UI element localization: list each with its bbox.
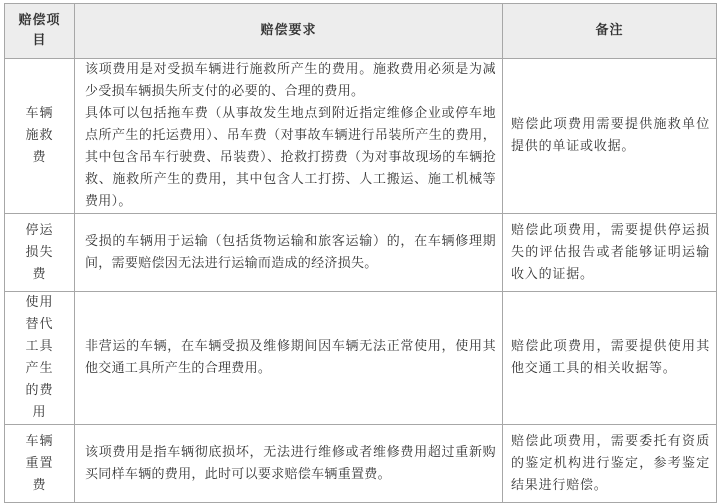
row-requirement (75, 425, 503, 503)
table-row (5, 292, 717, 425)
requirement-paragraph: 该项费用是指车辆彻底损坏，无法进行维修或者维修费用超过重新购买同样车辆的费用，此时可以要求赔偿车辆重置费。 (85, 444, 496, 482)
requirement-paragraph: 非营运的车辆，在车辆受损及维修期间因车辆无法正常使用，使用其他交通工具所产生的合理费用。 (85, 339, 496, 376)
header-requirement: 赔偿要求 (75, 4, 503, 59)
requirement-paragraph: 具体可以包括拖车费（从事故发生地点到附近指定维修企业或停车地点所产生的托运费用）、吊车费（对事故车辆进行吊装所产生的费用，其中包含吊车行驶费、吊装费）、抢救打捞费（为对事故现场的车辆抢救、施救所产生的费用，其中包含人工打捞、人工搬运、施工机械等费用）。 (85, 106, 496, 209)
row-requirement (75, 214, 503, 292)
requirement-paragraph: 该项费用是对受损车辆进行施救所产生的费用。施救费用必须是为减少受损车辆损失所支付的必要的、合理的费用。 (85, 62, 496, 99)
row-item-label: 停运损失费 (5, 214, 75, 292)
compensation-table-container (4, 3, 716, 493)
row-note: 赔偿此项费用，需要委托有资质的鉴定机构进行鉴定，参考鉴定结果进行赔偿。 (503, 425, 717, 503)
row-requirement (75, 59, 503, 214)
row-item-label: 车辆施救费 (5, 59, 75, 214)
table-header-row (5, 4, 717, 59)
compensation-table (4, 3, 717, 503)
requirement-paragraph: 受损的车辆用于运输（包括货物运输和旅客运输）的，在车辆修理期间，需要赔偿因无法进行运输而造成的经济损失。 (85, 233, 496, 271)
row-note: 赔偿此项费用，需要提供停运损失的评估报告或者能够证明运输收入的证据。 (503, 214, 717, 292)
header-item: 赔偿项目 (5, 4, 75, 59)
row-requirement (75, 292, 503, 425)
row-note: 赔偿此项费用需要提供施救单位提供的单证或收据。 (503, 59, 717, 214)
table-row (5, 425, 717, 503)
table-row (5, 214, 717, 292)
row-note: 赔偿此项费用，需要提供使用其他交通工具的相关收据等。 (503, 292, 717, 425)
table-row (5, 59, 717, 214)
row-item-label: 车辆重置费 (5, 425, 75, 503)
header-note: 备注 (503, 4, 717, 59)
row-item-label: 使用替代工具产生的费用 (5, 292, 75, 425)
